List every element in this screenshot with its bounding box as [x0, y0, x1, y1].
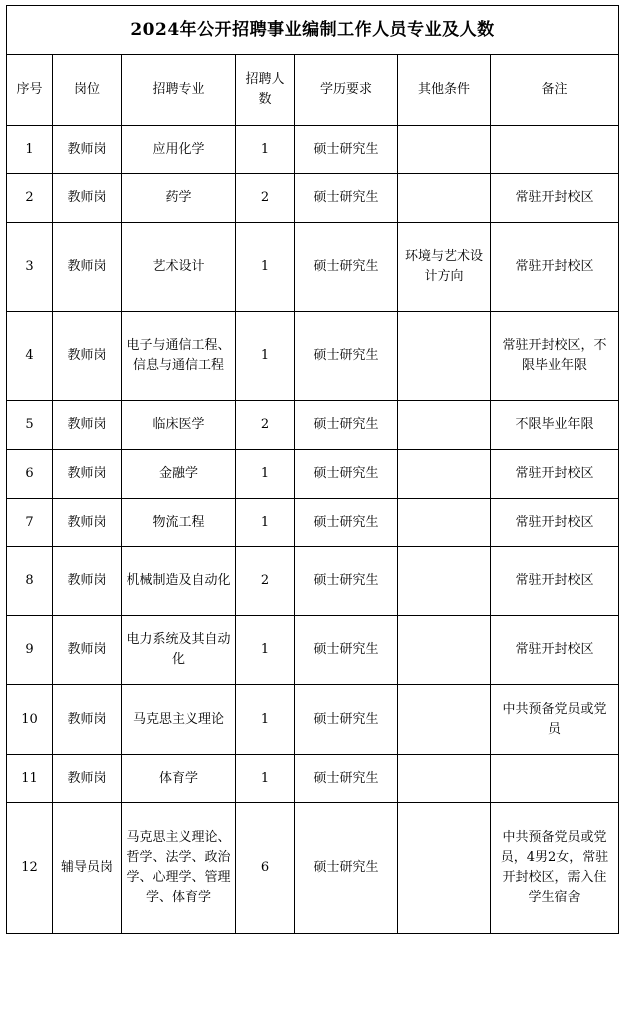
cell-seq: 8 [7, 547, 53, 616]
cell-major: 艺术设计 [122, 223, 236, 312]
table-title: 2024年公开招聘事业编制工作人员专业及人数 [7, 6, 619, 55]
cell-count: 1 [236, 312, 295, 401]
cell-count: 2 [236, 401, 295, 450]
table-row [7, 755, 619, 803]
cell-post: 教师岗 [53, 499, 122, 547]
cell-seq: 12 [7, 803, 53, 934]
cell-seq: 10 [7, 685, 53, 755]
cell-remark: 中共预备党员或党员，4男2女，常驻开封校区，需入住学生宿舍 [491, 803, 619, 934]
cell-seq: 4 [7, 312, 53, 401]
cell-major: 应用化学 [122, 126, 236, 174]
table-row [7, 803, 619, 934]
cell-education: 硕士研究生 [295, 401, 398, 450]
cell-remark: 常驻开封校区 [491, 450, 619, 499]
cell-education: 硕士研究生 [295, 312, 398, 401]
cell-major: 电力系统及其自动化 [122, 616, 236, 685]
cell-major: 体育学 [122, 755, 236, 803]
cell-major: 马克思主义理论 [122, 685, 236, 755]
cell-seq: 1 [7, 126, 53, 174]
cell-other [398, 450, 491, 499]
cell-major: 金融学 [122, 450, 236, 499]
cell-post: 教师岗 [53, 312, 122, 401]
cell-seq: 5 [7, 401, 53, 450]
cell-post: 教师岗 [53, 755, 122, 803]
cell-remark: 常驻开封校区 [491, 499, 619, 547]
cell-remark: 常驻开封校区 [491, 174, 619, 223]
cell-count: 1 [236, 450, 295, 499]
cell-count: 1 [236, 685, 295, 755]
cell-other [398, 312, 491, 401]
cell-major: 物流工程 [122, 499, 236, 547]
cell-seq: 7 [7, 499, 53, 547]
table-row [7, 450, 619, 499]
cell-remark: 常驻开封校区 [491, 616, 619, 685]
table-row [7, 401, 619, 450]
cell-education: 硕士研究生 [295, 616, 398, 685]
table-row [7, 499, 619, 547]
cell-education: 硕士研究生 [295, 126, 398, 174]
cell-education: 硕士研究生 [295, 803, 398, 934]
header-remark: 备注 [491, 55, 619, 126]
cell-seq: 3 [7, 223, 53, 312]
cell-other [398, 803, 491, 934]
table-row [7, 547, 619, 616]
cell-other [398, 499, 491, 547]
cell-count: 1 [236, 499, 295, 547]
cell-count: 2 [236, 174, 295, 223]
cell-remark [491, 126, 619, 174]
cell-education: 硕士研究生 [295, 755, 398, 803]
cell-post: 教师岗 [53, 174, 122, 223]
cell-remark: 常驻开封校区，不限毕业年限 [491, 312, 619, 401]
table-row [7, 223, 619, 312]
cell-other [398, 616, 491, 685]
recruitment-document [6, 5, 618, 934]
cell-count: 1 [236, 755, 295, 803]
cell-education: 硕士研究生 [295, 450, 398, 499]
cell-seq: 11 [7, 755, 53, 803]
cell-remark: 不限毕业年限 [491, 401, 619, 450]
header-other: 其他条件 [398, 55, 491, 126]
cell-count: 6 [236, 803, 295, 934]
table-row [7, 312, 619, 401]
cell-other [398, 174, 491, 223]
cell-remark: 常驻开封校区 [491, 547, 619, 616]
cell-other [398, 547, 491, 616]
cell-count: 2 [236, 547, 295, 616]
cell-other [398, 126, 491, 174]
cell-major: 药学 [122, 174, 236, 223]
cell-count: 1 [236, 616, 295, 685]
cell-post: 教师岗 [53, 223, 122, 312]
cell-seq: 9 [7, 616, 53, 685]
cell-remark: 常驻开封校区 [491, 223, 619, 312]
cell-post: 教师岗 [53, 450, 122, 499]
table-row [7, 126, 619, 174]
cell-education: 硕士研究生 [295, 223, 398, 312]
header-post: 岗位 [53, 55, 122, 126]
cell-other: 环境与艺术设计方向 [398, 223, 491, 312]
cell-education: 硕士研究生 [295, 547, 398, 616]
cell-major: 马克思主义理论、哲学、法学、政治学、心理学、管理学、体育学 [122, 803, 236, 934]
cell-post: 辅导员岗 [53, 803, 122, 934]
table-row [7, 616, 619, 685]
cell-major: 电子与通信工程、信息与通信工程 [122, 312, 236, 401]
header-major: 招聘专业 [122, 55, 236, 126]
table-row [7, 685, 619, 755]
cell-post: 教师岗 [53, 126, 122, 174]
cell-post: 教师岗 [53, 547, 122, 616]
cell-education: 硕士研究生 [295, 685, 398, 755]
cell-count: 1 [236, 223, 295, 312]
cell-other [398, 685, 491, 755]
cell-remark: 中共预备党员或党员 [491, 685, 619, 755]
cell-seq: 2 [7, 174, 53, 223]
cell-remark [491, 755, 619, 803]
cell-major: 机械制造及自动化 [122, 547, 236, 616]
cell-seq: 6 [7, 450, 53, 499]
table-row [7, 174, 619, 223]
header-count: 招聘人数 [236, 55, 295, 126]
cell-major: 临床医学 [122, 401, 236, 450]
header-seq: 序号 [7, 55, 53, 126]
cell-post: 教师岗 [53, 401, 122, 450]
header-row [7, 55, 619, 126]
cell-education: 硕士研究生 [295, 499, 398, 547]
cell-other [398, 401, 491, 450]
cell-other [398, 755, 491, 803]
cell-education: 硕士研究生 [295, 174, 398, 223]
recruitment-table [6, 5, 619, 934]
cell-count: 1 [236, 126, 295, 174]
cell-post: 教师岗 [53, 616, 122, 685]
header-education: 学历要求 [295, 55, 398, 126]
title-row [7, 6, 619, 55]
cell-post: 教师岗 [53, 685, 122, 755]
